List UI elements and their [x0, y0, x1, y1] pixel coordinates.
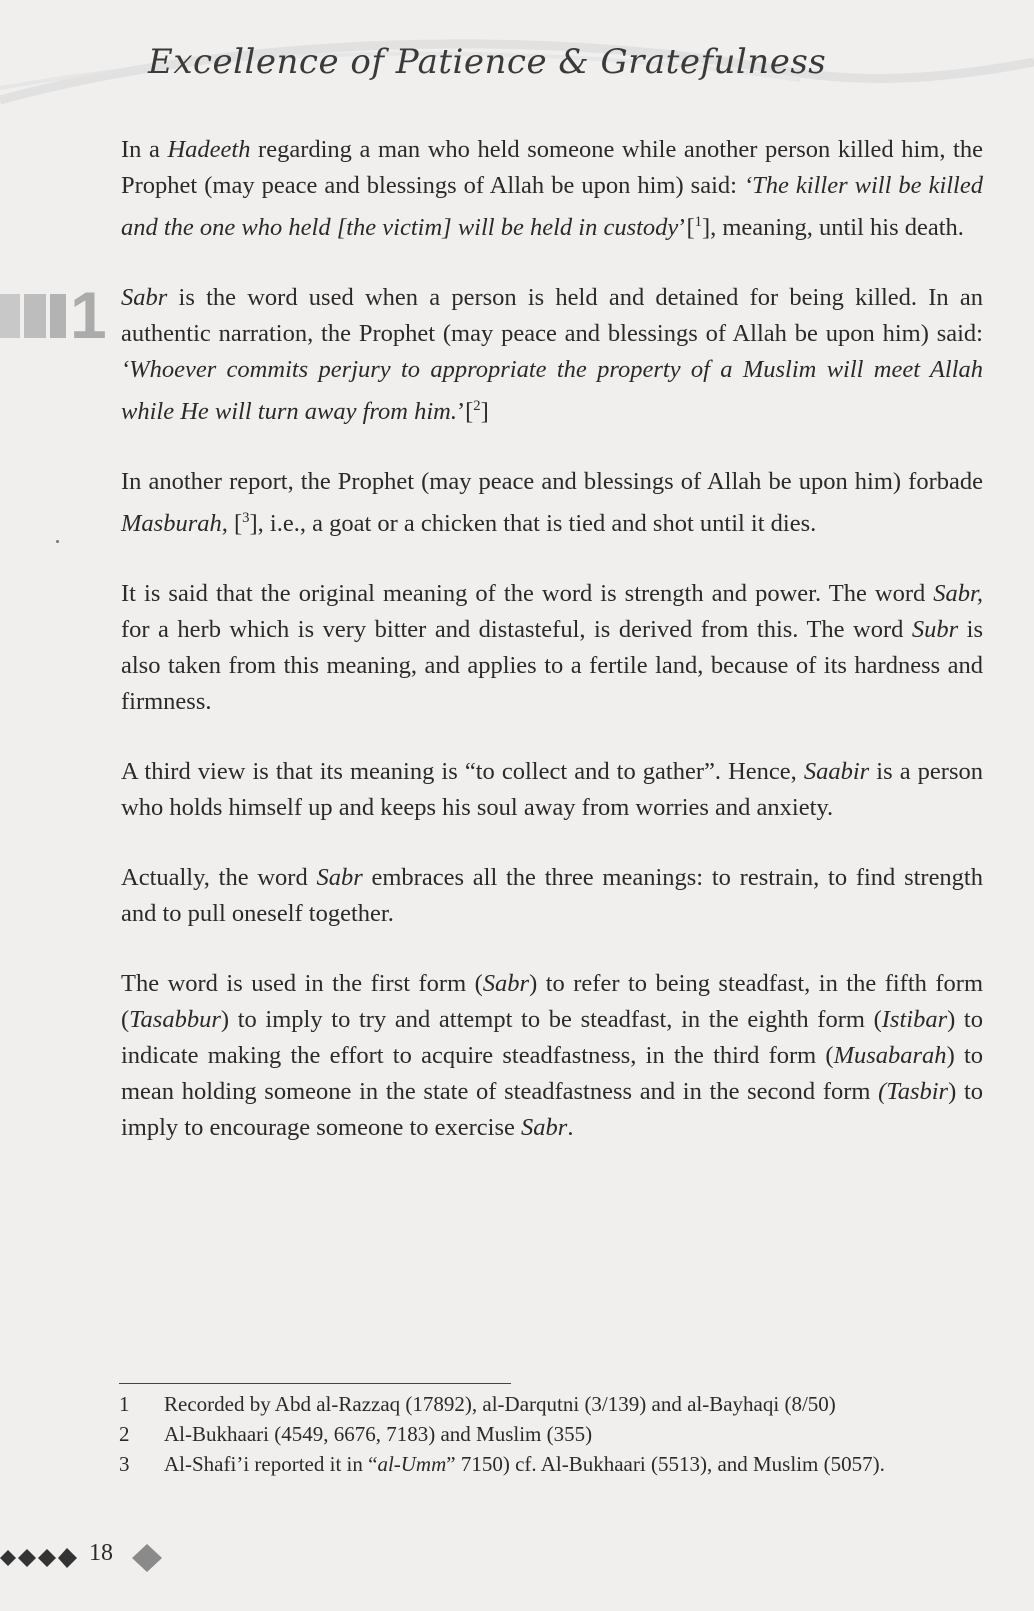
footnote	[119, 1389, 985, 1419]
text-run: In another report, the Prophet (may peace and blessings of Allah be upon him) forbade	[121, 468, 983, 496]
italic-term: Sabr,	[933, 580, 983, 608]
italic-term: Subr	[911, 616, 959, 644]
text-run: regarding a man who held someone while another person killed him, the Prophet (may peace and blessings of Allah be upon him) said:	[121, 136, 983, 199]
text-run: ) to indicate making the effort to acquire steadfastness, in the third form (	[121, 1006, 983, 1070]
text-run: A third view is that its meaning is “to collect and to gather”. Hence,	[121, 758, 804, 786]
footnote-number: 1	[119, 1392, 130, 1416]
text-run: ]	[480, 398, 489, 426]
italic-term: Masburah,	[121, 510, 228, 538]
footnote	[119, 1419, 985, 1449]
text-run: ) to mean holding someone in the state of steadfastness and in the second form	[121, 1042, 983, 1106]
text-run: In a	[121, 136, 168, 163]
text-run: ’[	[456, 398, 474, 426]
text-run: ], i.e., a goat or a chicken that is tied and shot until it dies.	[249, 510, 817, 538]
page-number: 18	[89, 1540, 113, 1566]
italic-term: Sabr	[482, 970, 530, 998]
running-title: Excellence of Patience & Gratefulness	[148, 42, 827, 82]
italic-term: Saabir	[803, 758, 870, 786]
italic-term: Sabr	[316, 864, 363, 892]
footnote	[119, 1449, 985, 1479]
text-run: It is said that the original meaning of the word is strength and power. The word	[121, 580, 934, 608]
text-run: Recorded by Abd al-Razzaq (17892), al-Darqutni (3/139) and al-Bayhaqi (8/50)	[164, 1392, 836, 1416]
text-run: [	[227, 510, 243, 538]
body-text	[121, 132, 983, 1146]
italic-term: Tasabbur	[129, 1006, 221, 1034]
paragraph	[121, 576, 983, 720]
italic-term: Sabr	[121, 284, 168, 312]
paragraph	[121, 860, 983, 932]
text-run: Actually, the word	[121, 864, 317, 892]
italic-term: al-Umm	[377, 1452, 447, 1476]
text-run: ) to refer to being steadfast, in the fifth form (	[121, 970, 983, 1034]
paragraph	[121, 966, 983, 1146]
footnote-ref: 1	[694, 214, 702, 230]
footnote-number: 2	[119, 1422, 130, 1446]
footnote-ref: 3	[242, 510, 250, 527]
text-run: is a person who holds himself up and keeps his soul away from worries and anxiety.	[121, 758, 983, 822]
italic-term: ‘The killer will be killed and the one who held [the victim] will be held in custody	[121, 172, 983, 242]
text-run: ], meaning, until his death.	[701, 214, 964, 242]
text-run: Al-Shafi’i reported it in “	[164, 1452, 378, 1476]
paragraph	[121, 754, 983, 826]
italic-term: Sabr	[521, 1114, 568, 1142]
text-run: Al-Bukhaari (4549, 6676, 7183) and Muslim (355)	[164, 1422, 593, 1446]
text-run: is the word used when a person is held and detained for being killed. In an authentic narration, the Prophet (may peace and blessings of Allah be upon him) said:	[121, 284, 983, 348]
text-run: The word is used in the first form (	[121, 970, 483, 998]
footnote-number: 3	[119, 1452, 130, 1476]
text-run: .	[567, 1114, 574, 1142]
stray-dot	[56, 540, 59, 543]
footnote-rule	[119, 1383, 511, 1384]
text-run: for a herb which is very bitter and distasteful, is derived from this. The word	[121, 616, 912, 644]
paragraph	[121, 464, 983, 542]
text-run: embraces all the three meanings: to restrain, to find strength and to pull oneself together.	[121, 864, 983, 928]
italic-term: Hadeeth	[167, 136, 251, 163]
paragraph	[121, 132, 983, 246]
text-run: ’[	[678, 214, 695, 242]
footnotes	[119, 1389, 985, 1479]
text-run: ) to imply to encourage someone to exercise	[121, 1078, 983, 1142]
text-run: ) to imply to try and attempt to be steadfast, in the eighth form (	[220, 1006, 882, 1034]
italic-term: (Tasbir	[878, 1078, 949, 1106]
text-run: ” 7150) cf. Al-Bukhaari (5513), and Muslim (5057).	[446, 1452, 885, 1476]
italic-term: Istibar	[881, 1006, 948, 1034]
italic-term: ‘Whoever commits perjury to appropriate the property of a Muslim will meet Allah while He will turn away from him.	[121, 356, 983, 426]
chapter-tab-marker	[0, 278, 107, 352]
text-run: is also taken from this meaning, and applies to a fertile land, because of its hardness and firmness.	[121, 616, 983, 716]
page-number-ornament	[0, 1538, 170, 1578]
italic-term: Musabarah	[833, 1042, 947, 1070]
paragraph	[121, 280, 983, 430]
footnote-ref: 2	[473, 398, 481, 415]
chapter-number: 1	[70, 278, 107, 352]
